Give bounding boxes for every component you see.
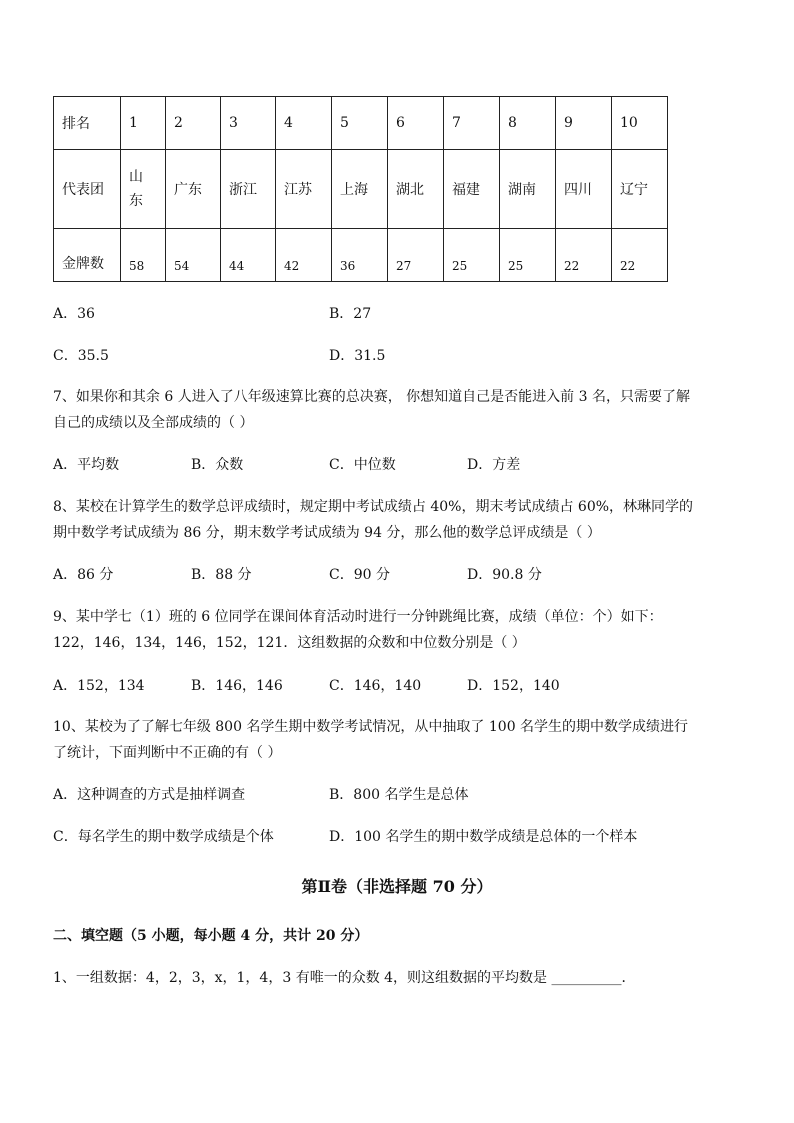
q10-option-a: A．这种调查的方式是抽样调查: [53, 787, 246, 803]
q8-option-a: A．86 分: [53, 567, 114, 583]
row-header-delegation: 代表团: [54, 150, 121, 229]
gold-cell: 25: [500, 229, 556, 282]
rank-cell: 7: [444, 97, 500, 150]
section-2-title: 第Ⅱ卷（非选择题 70 分）: [301, 877, 493, 896]
gold-cell: 44: [221, 229, 276, 282]
rank-cell: 2: [166, 97, 221, 150]
delegation-cell: 湖南: [500, 150, 556, 229]
gold-cell: 42: [276, 229, 332, 282]
q10-option-c: C．每名学生的期中数学成绩是个体: [53, 829, 274, 845]
q7-stem-line1: 7、如果你和其余 6 人进入了八年级速算比赛的总决赛， 你想知道自己是否能进入前 3 名，只需要了解: [53, 389, 690, 405]
q6-option-a: A．36: [53, 306, 95, 322]
rank-cell: 3: [221, 97, 276, 150]
fill-question-1: 1、一组数据：4，2，3，x，1，4，3 有唯一的众数 4，则这组数据的平均数是 __________．: [53, 970, 636, 986]
q9-stem-line1: 9、某中学七（1）班的 6 位同学在课间体育活动时进行一分钟跳绳比赛，成绩（单位：个）如下：: [53, 609, 663, 625]
gold-cell: 27: [388, 229, 444, 282]
rank-cell: 5: [332, 97, 388, 150]
q8-option-c: C．90 分: [329, 567, 390, 583]
rank-cell: 6: [388, 97, 444, 150]
q7-option-d: D．方差: [467, 457, 521, 473]
q8-stem-line2: 期中数学考试成绩为 86 分，期末数学考试成绩为 94 分，那么他的数学总评成绩是（ ）: [53, 525, 601, 541]
q6-option-b: B．27: [329, 306, 372, 322]
rank-cell: 8: [500, 97, 556, 150]
q8-stem-line1: 8、某校在计算学生的数学总评成绩时，规定期中考试成绩占 40%，期末考试成绩占 60%，林琳同学的: [53, 499, 694, 515]
fill-in-heading: 二、填空题（5 小题，每小题 4 分，共计 20 分）: [53, 928, 369, 944]
rank-cell: 9: [556, 97, 612, 150]
gold-cell: 22: [556, 229, 612, 282]
gold-cell: 25: [444, 229, 500, 282]
gold-cell: 22: [612, 229, 668, 282]
delegation-cell: 山 东: [121, 150, 166, 229]
gold-cell: 54: [166, 229, 221, 282]
delegation-cell: 湖北: [388, 150, 444, 229]
table-row-rank: [54, 97, 668, 150]
q9-option-b: B．146，146: [191, 678, 283, 694]
q7-stem-line2: 自己的成绩以及全部成绩的（ ）: [53, 415, 254, 431]
delegation-cell: 上海: [332, 150, 388, 229]
delegation-cell: 浙江: [221, 150, 276, 229]
q10-stem-line2: 了统计，下面判断中不正确的有（ ）: [53, 745, 282, 761]
table-row-delegation: [54, 150, 668, 229]
rank-cell: 4: [276, 97, 332, 150]
q7-option-a: A．平均数: [53, 457, 120, 473]
q10-option-b: B．800 名学生是总体: [329, 787, 469, 803]
q8-option-b: B．88 分: [191, 567, 252, 583]
q10-stem-line1: 10、某校为了了解七年级 800 名学生期中数学考试情况，从中抽取了 100 名学生的期中数学成绩进行: [53, 719, 689, 735]
q9-option-a: A．152，134: [53, 678, 145, 694]
q7-option-b: B．众数: [191, 457, 244, 473]
rank-cell: 1: [121, 97, 166, 150]
delegation-cell: 福建: [444, 150, 500, 229]
medal-table: [53, 96, 668, 282]
q6-option-c: C．35.5: [53, 348, 109, 364]
q10-option-d: D．100 名学生的期中数学成绩是总体的一个样本: [329, 829, 638, 845]
rank-cell: 10: [612, 97, 668, 150]
q9-stem-line2: 122，146，134，146，152，121．这组数据的众数和中位数分别是（ ）: [53, 635, 526, 651]
q7-option-c: C．中位数: [329, 457, 396, 473]
gold-cell: 58: [121, 229, 166, 282]
delegation-cell: 四川: [556, 150, 612, 229]
q9-option-d: D．152，140: [467, 678, 560, 694]
delegation-cell: 辽宁: [612, 150, 668, 229]
delegation-cell: 广东: [166, 150, 221, 229]
q6-option-d: D．31.5: [329, 348, 386, 364]
q8-option-d: D．90.8 分: [467, 567, 542, 583]
delegation-cell: 江苏: [276, 150, 332, 229]
gold-cell: 36: [332, 229, 388, 282]
table-row-gold: [54, 229, 668, 282]
row-header-gold: 金牌数: [54, 229, 121, 282]
q9-option-c: C．146，140: [329, 678, 422, 694]
row-header-rank: 排名: [54, 97, 121, 150]
